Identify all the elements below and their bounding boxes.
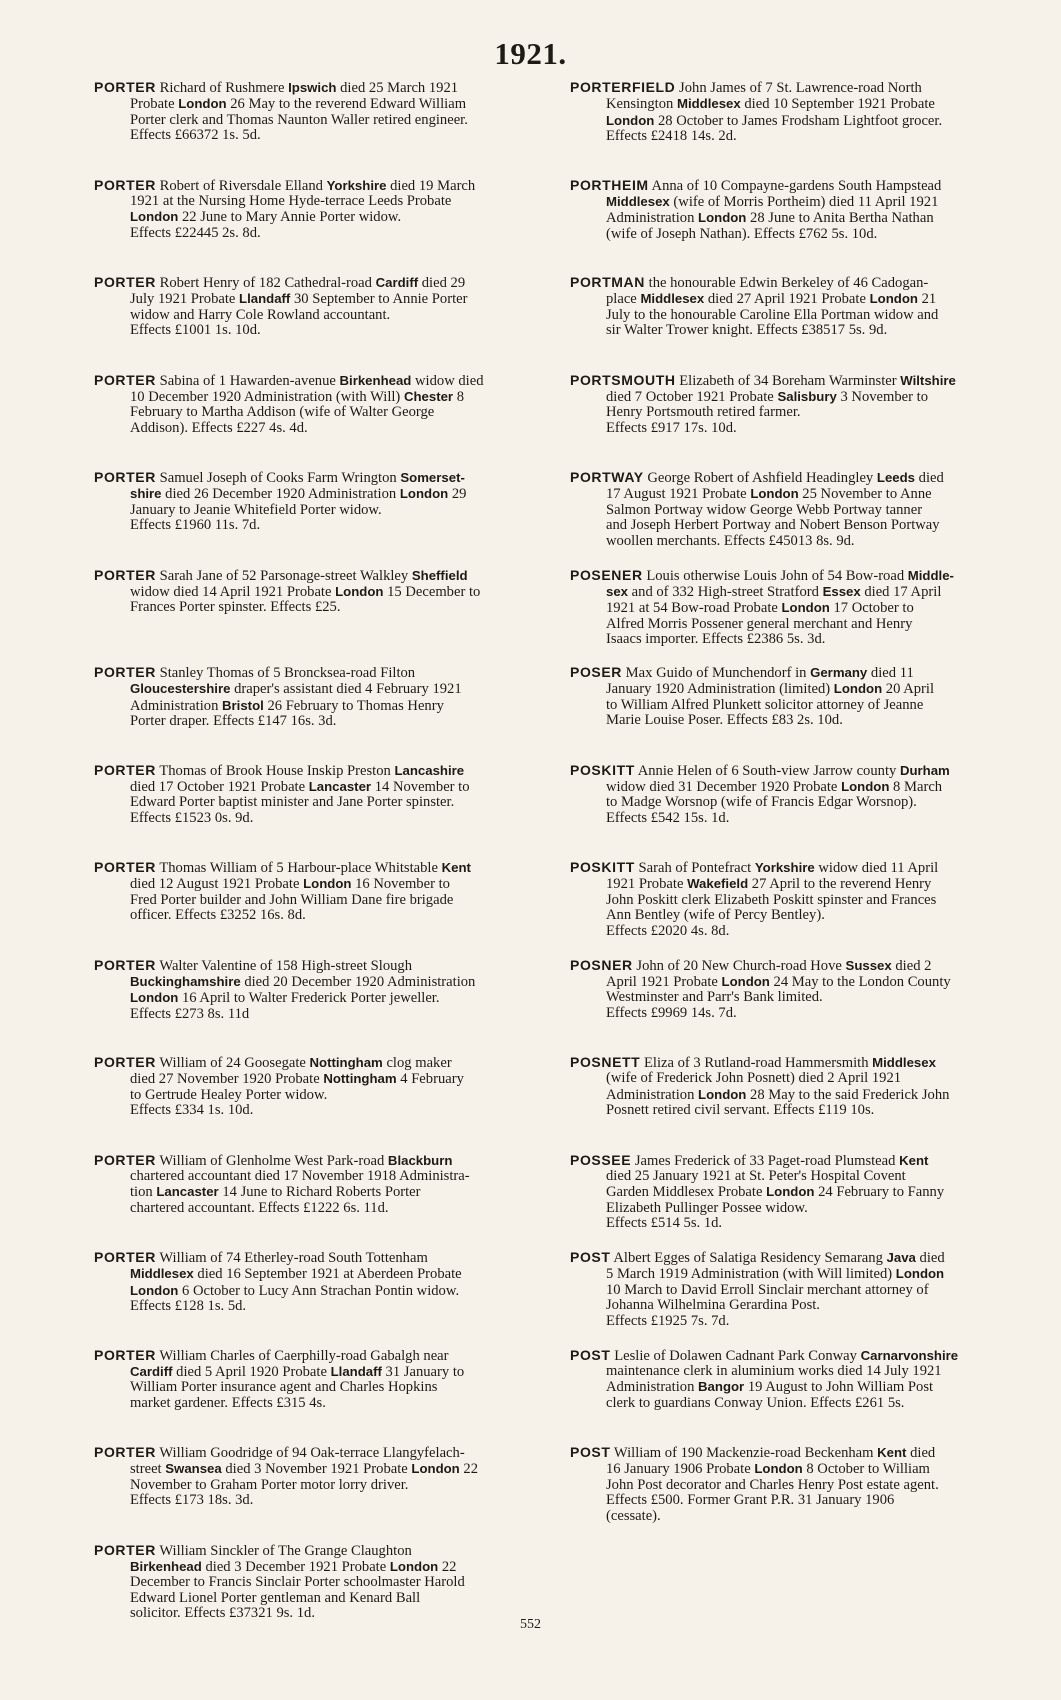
entry-line: Porter clerk and Thomas Naunton Waller retired engineer. (130, 112, 468, 128)
entry-surname: POSNETT (570, 1055, 641, 1070)
right-column (570, 80, 1032, 1543)
entry-line: street Swansea died 3 November 1921 Probate London 22 (130, 1461, 478, 1478)
entry-line: Administration London 28 May to the said Frederick John (606, 1086, 950, 1103)
entry-surname: PORTSMOUTH (570, 372, 676, 388)
place-name: London (841, 778, 890, 794)
entry-line: POSKITT Annie Helen of 6 South-view Jarrow county Durham (570, 762, 950, 779)
entry-surname: PORTWAY (570, 470, 644, 485)
entry-line: London 16 April to Walter Frederick Porter jeweller. (130, 990, 440, 1007)
entry-line: PORTER William Sinckler of The Grange Claughton (94, 1542, 412, 1559)
place-name: Java (886, 1250, 916, 1265)
place-name: London (833, 681, 883, 697)
entry-line: Administration Bangor 19 August to John William Post (606, 1379, 934, 1396)
place-name: Kent (877, 1445, 907, 1460)
place-name: Sheffield (411, 567, 468, 583)
place-name: Middlesex (606, 193, 670, 209)
entry-line: Henry Portsmouth retired farmer. (606, 405, 801, 421)
place-name: Sussex (845, 957, 892, 973)
entry-line: tion Lancaster 14 June to Richard Roberts Porter (130, 1184, 421, 1201)
place-name: Lancashire (394, 762, 465, 778)
probate-entry (570, 1348, 1032, 1446)
entry-line: PORTER Sarah Jane of 52 Parsonage-street Walkley Sheffield (94, 567, 468, 584)
entry-line: 16 January 1906 Probate London 8 October to William (606, 1461, 930, 1478)
entry-line: Effects £2020 4s. 8d. (606, 923, 730, 939)
place-name: London (399, 486, 449, 502)
entry-line: PORTSMOUTH Elizabeth of 34 Boreham Warminster Wiltshire (570, 372, 956, 389)
entry-line: died 17 October 1921 Probate Lancaster 14 November to (130, 778, 470, 795)
entry-line: Westminster and Parr's Bank limited. (606, 990, 823, 1006)
place-name: Germany (810, 665, 868, 680)
entry-line: Kensington Middlesex died 10 September 1921 Probate (606, 96, 935, 113)
entry-line: London 22 June to Mary Annie Porter widow. (130, 209, 402, 226)
left-column (94, 80, 554, 1640)
entry-line: to Gertrude Healey Porter widow. (130, 1087, 328, 1103)
place-name: Wakefield (687, 876, 749, 892)
entry-line: Effects £334 1s. 10d. (130, 1103, 254, 1119)
probate-entry (94, 1348, 554, 1446)
place-name: Kent (899, 1152, 929, 1168)
entry-line: Effects £1001 1s. 10d. (130, 323, 261, 339)
probate-entry (570, 1445, 1032, 1543)
entry-line: Effects £2418 14s. 2d. (606, 129, 737, 145)
entry-line: John Poskitt clerk Elizabeth Poskitt spinster and Frances (606, 892, 937, 908)
entry-line: Middlesex died 16 September 1921 at Aberdeen Probate (130, 1266, 462, 1283)
place-name: London (766, 1184, 815, 1200)
entry-line: Marie Louise Poser. Effects £83 2s. 10d. (606, 713, 843, 729)
entry-line: Probate London 26 May to the reverend Edward William (130, 96, 467, 113)
probate-entry (570, 763, 1032, 861)
entry-line: place Middlesex died 27 April 1921 Probate London 21 (606, 291, 937, 308)
entry-line: (wife of Frederick John Posnett) died 2 April 1921 (606, 1071, 902, 1087)
entry-line: PORTER Sabina of 1 Hawarden-avenue Birkenhead widow died (94, 372, 484, 389)
probate-entry (570, 373, 1032, 471)
entry-line: (wife of Joseph Nathan). Effects £762 5s. 10d. (606, 226, 878, 242)
probate-entry (570, 470, 1032, 568)
entry-line: Garden Middlesex Probate London 24 February to Fanny (606, 1184, 945, 1201)
entry-surname: POST (570, 1347, 611, 1363)
entry-line: PORTHEIM Anna of 10 Compayne-gardens South Hampstead (570, 177, 942, 194)
entry-surname: POSNER (570, 957, 633, 973)
entry-line: Effects £1523 0s. 9d. (130, 810, 254, 826)
place-name: Birkenhead (130, 1558, 202, 1574)
entry-surname: POST (570, 1445, 611, 1460)
entry-line: POSENER Louis otherwise Louis John of 54 Bow-road Middle- (570, 567, 954, 584)
entry-line: PORTMAN the honourable Edwin Berkeley of 46 Cadogan- (570, 275, 929, 291)
entry-surname: PORTER (94, 1250, 156, 1265)
entry-line: PORTER Thomas William of 5 Harbour-place Whitstable Kent (94, 860, 471, 876)
place-name: Lancaster (308, 778, 372, 794)
entry-line: Elizabeth Pullinger Possee widow. (606, 1200, 808, 1216)
place-name: London (606, 112, 655, 128)
entry-line: and Joseph Herbert Portway and Nobert Benson Portway (606, 518, 940, 534)
probate-entry (94, 1153, 554, 1251)
entry-line: sir Walter Trower knight. Effects £38517 5s. 9d. (606, 323, 888, 339)
place-name: Yorkshire (754, 860, 815, 875)
entry-surname: PORTHEIM (570, 177, 649, 193)
probate-entry (570, 1055, 1032, 1153)
entry-line: POSER Max Guido of Munchendorf in Germany died 11 (570, 665, 914, 681)
entry-line: died 25 January 1921 at St. Peter's Hospital Covent (606, 1168, 906, 1184)
entry-surname: PORTER (94, 1347, 156, 1363)
entry-line: market gardener. Effects £315 4s. (130, 1395, 326, 1411)
entry-line: February to Martha Addison (wife of Walter George (130, 405, 435, 421)
entry-line: Fred Porter builder and John William Dane fire brigade (130, 892, 454, 908)
entry-line: PORTER Robert of Riversdale Elland Yorkshire died 19 March (94, 177, 476, 194)
entry-line: 5 March 1919 Administration (with Will limited) London (606, 1266, 945, 1283)
place-name: London (130, 1282, 179, 1298)
place-name: Bristol (222, 697, 264, 713)
place-name: London (750, 486, 799, 502)
entry-line: Salmon Portway widow George Webb Portway tanner (606, 502, 923, 518)
entry-surname: POSENER (570, 567, 643, 583)
entry-line: Cardiff died 5 April 1920 Probate Llandaff 31 January to (130, 1363, 465, 1380)
place-name: Birkenhead (339, 372, 412, 388)
entry-line: PORTER Richard of Rushmere Ipswich died 25 March 1921 (94, 80, 459, 96)
entry-line: POSSEE James Frederick of 33 Paget-road Plumstead Kent (570, 1152, 929, 1169)
entry-line: William Porter insurance agent and Charles Hopkins (130, 1380, 438, 1396)
entry-line: shire died 26 December 1920 Administration London 29 (130, 486, 467, 503)
entry-line: Effects £9969 14s. 7d. (606, 1005, 737, 1021)
year-heading: 1921. (494, 36, 567, 71)
probate-entry (94, 860, 554, 958)
entry-surname: POSKITT (570, 860, 635, 875)
entry-line: Isaacs importer. Effects £2386 5s. 3d. (606, 632, 826, 648)
entry-line: Effects £500. Former Grant P.R. 31 January 1906 (606, 1493, 895, 1509)
place-name: Chester (403, 388, 454, 404)
place-name: Llandaff (239, 291, 291, 307)
entry-line: Effects £66372 1s. 5d. (130, 128, 261, 144)
entry-line: Middlesex (wife of Morris Portheim) died 11 April 1921 (606, 193, 939, 210)
entry-line: PORTER William Charles of Caerphilly-road Gabalgh near (94, 1347, 449, 1364)
entry-line: London 28 October to James Frodsham Lightfoot grocer. (606, 112, 943, 129)
place-name: Swansea (165, 1461, 222, 1477)
probate-entry (94, 373, 554, 471)
entry-line: chartered accountant. Effects £1222 6s. 11d. (130, 1200, 389, 1216)
entry-line: died 12 August 1921 Probate London 16 November to (130, 876, 450, 893)
entry-surname: PORTER (94, 762, 156, 778)
entry-surname: PORTER (94, 177, 156, 193)
probate-entry (94, 1445, 554, 1543)
entry-line: (cessate). (606, 1508, 661, 1524)
place-name: London (130, 209, 179, 225)
place-name: London (303, 876, 352, 892)
probate-entry (94, 275, 554, 373)
entry-surname: PORTER (94, 1055, 156, 1070)
entry-line: POSNER John of 20 New Church-road Hove Sussex died 2 (570, 957, 932, 974)
probate-entry (570, 665, 1032, 763)
place-name: Middlesex (640, 291, 705, 307)
place-name: Llandaff (330, 1363, 382, 1379)
entry-line: widow died 14 April 1921 Probate London 15 December to (130, 583, 481, 600)
place-name: Yorkshire (326, 177, 387, 193)
entry-line: London 6 October to Lucy Ann Strachan Pontin widow. (130, 1282, 460, 1299)
entry-line: POST William of 190 Mackenzie-road Beckenham Kent died (570, 1445, 936, 1461)
place-name: London (698, 210, 747, 226)
entry-line: PORTER William of 24 Goosegate Nottingham clog maker (94, 1055, 452, 1071)
entry-line: PORTER Stanley Thomas of 5 Broncksea-road Filton (94, 665, 416, 681)
entry-line: Frances Porter spinster. Effects £25. (130, 600, 341, 616)
place-name: Ipswich (288, 80, 337, 95)
probate-entry (94, 80, 554, 178)
place-name: London (721, 973, 770, 989)
place-name: sex (606, 583, 629, 599)
entry-line: Buckinghamshire died 20 December 1920 Administration (130, 973, 476, 990)
place-name: Lancaster (156, 1184, 219, 1200)
entry-line: 1921 Probate Wakefield 27 April to the reverend Henry (606, 876, 932, 893)
entry-surname: PORTER (94, 1542, 156, 1558)
entry-line: to William Alfred Plunkett solicitor attorney of Jeanne (606, 697, 924, 713)
entry-line: Effects £917 17s. 10d. (606, 420, 737, 436)
entry-line: July to the honourable Caroline Ella Portman widow and (606, 307, 939, 323)
probate-entry (570, 275, 1032, 373)
probate-entry (94, 568, 554, 666)
place-name: Nottingham (323, 1071, 397, 1087)
place-name: Middlesex (676, 96, 741, 112)
place-name: London (698, 1086, 747, 1102)
entry-surname: PORTER (94, 470, 156, 485)
entry-line: December to Francis Sinclair Porter schoolmaster Harold (130, 1575, 465, 1591)
probate-entry (570, 860, 1032, 958)
entry-line: PORTER William of Glenholme West Park-road Blackburn (94, 1152, 453, 1169)
probate-entry (570, 568, 1032, 666)
entry-surname: PORTER (94, 567, 156, 583)
entry-surname: PORTMAN (570, 275, 645, 290)
entry-line: PORTER Walter Valentine of 158 High-street Slough (94, 957, 413, 974)
place-name: Nottingham (309, 1055, 383, 1070)
entry-line: 17 August 1921 Probate London 25 November to Anne (606, 486, 932, 503)
entry-surname: PORTERFIELD (570, 80, 676, 95)
entry-surname: PORTER (94, 275, 156, 290)
entry-surname: POSSEE (570, 1152, 632, 1168)
place-name: shire (130, 486, 162, 502)
place-name: Somerset- (400, 470, 465, 485)
place-name: Carnarvonshire (860, 1347, 959, 1363)
place-name: Cardiff (375, 275, 419, 290)
entry-surname: POSKITT (570, 762, 635, 778)
entry-line: Birkenhead died 3 December 1921 Probate London 22 (130, 1558, 457, 1575)
place-name: London (869, 291, 918, 307)
entry-line: Administration Bristol 26 February to Thomas Henry (130, 697, 444, 714)
entry-line: Ann Bentley (wife of Percy Bentley). (606, 908, 825, 924)
entry-line: chartered accountant died 17 November 1918 Administra- (130, 1168, 470, 1184)
entry-line: Alfred Morris Possener general merchant and Henry (606, 616, 913, 632)
entry-line: Edward Lionel Porter gentleman and Kenard Ball (130, 1590, 421, 1606)
entry-line: Effects £22445 2s. 8d. (130, 225, 261, 241)
entry-line: died 7 October 1921 Probate Salisbury 3 November to (606, 388, 929, 405)
place-name: London (178, 96, 227, 112)
entry-line: 10 March to David Erroll Sinclair merchant attorney of (606, 1282, 929, 1298)
place-name: Gloucestershire (130, 681, 231, 697)
probate-entry (570, 1153, 1032, 1251)
place-name: London (130, 990, 179, 1006)
entry-line: 1921 at 54 Bow-road Probate London 17 October to (606, 600, 914, 617)
entry-surname: POST (570, 1250, 611, 1265)
place-name: Blackburn (387, 1152, 453, 1168)
place-name: London (781, 600, 830, 616)
entry-line: Porter draper. Effects £147 16s. 3d. (130, 714, 337, 730)
page-number: 552 (520, 1617, 541, 1632)
place-name: London (411, 1461, 460, 1477)
place-name: Buckinghamshire (130, 973, 241, 989)
place-name: Middlesex (130, 1266, 194, 1282)
place-name: Middlesex (872, 1055, 936, 1070)
entry-line: Edward Porter baptist minister and Jane Porter spinster. (130, 795, 455, 811)
entry-line: POSNETT Eliza of 3 Rutland-road Hammersmith Middlesex (570, 1055, 936, 1071)
probate-entry (570, 958, 1032, 1056)
entry-line: sex and of 332 High-street Stratford Essex died 17 April (606, 583, 942, 600)
place-name: Leeds (876, 470, 916, 485)
entry-line: widow died 31 December 1920 Probate London 8 March (606, 778, 943, 795)
entry-line: Effects £1925 7s. 7d. (606, 1313, 730, 1329)
entry-surname: PORTER (94, 665, 156, 680)
entry-line: maintenance clerk in aluminium works died 14 July 1921 (606, 1363, 942, 1379)
entry-line: Effects £173 18s. 3d. (130, 1493, 254, 1509)
entry-line: to Madge Worsnop (wife of Francis Edgar Worsnop). (606, 795, 917, 811)
entry-line: clerk to guardians Conway Union. Effects £261 5s. (606, 1395, 905, 1411)
place-name: Bangor (698, 1379, 745, 1395)
entry-line: Administration London 28 June to Anita Bertha Nathan (606, 210, 934, 227)
entry-line: PORTER Robert Henry of 182 Cathedral-road Cardiff died 29 (94, 275, 466, 291)
entry-line: John Post decorator and Charles Henry Post estate agent. (606, 1477, 939, 1493)
entry-surname: PORTER (94, 860, 156, 875)
entry-surname: PORTER (94, 80, 156, 95)
entry-line: PORTER William Goodridge of 94 Oak-terrace Llangyfelach- (94, 1445, 465, 1461)
place-name: London (335, 583, 384, 599)
probate-entry (94, 1055, 554, 1153)
entry-line: woollen merchants. Effects £45013 8s. 9d. (606, 533, 855, 549)
entry-line: 1921 at the Nursing Home Hyde-terrace Leeds Probate (130, 193, 452, 209)
entry-line: July 1921 Probate Llandaff 30 September to Annie Porter (130, 291, 468, 308)
probate-entry (570, 1250, 1032, 1348)
entry-line: died 27 November 1920 Probate Nottingham 4 February (130, 1071, 464, 1088)
entry-line: November to Graham Porter motor lorry driver. (130, 1477, 409, 1493)
entry-line: January to Jeanie Whitefield Porter widow. (130, 502, 382, 518)
place-name: Middle- (907, 567, 954, 583)
entry-line: PORTER Samuel Joseph of Cooks Farm Wrington Somerset- (94, 470, 465, 486)
entry-line: PORTER William of 74 Etherley-road South Tottenham (94, 1250, 428, 1266)
entry-line: April 1921 Probate London 24 May to the London County (606, 973, 951, 990)
entry-surname: PORTER (94, 1445, 156, 1460)
place-name: London (754, 1461, 803, 1477)
entry-surname: PORTER (94, 1152, 156, 1168)
place-name: Kent (441, 860, 471, 875)
entry-line: 10 December 1920 Administration (with Will) Chester 8 (130, 388, 465, 405)
probate-entry (94, 178, 554, 276)
entry-line: solicitor. Effects £37321 9s. 1d. (130, 1606, 315, 1622)
probate-entry (570, 80, 1032, 178)
entry-line: Effects £273 8s. 11d (130, 1006, 250, 1022)
probate-entry (94, 1250, 554, 1348)
entry-line: Effects £1960 11s. 7d. (130, 518, 261, 534)
place-name: Wiltshire (900, 372, 956, 388)
entry-line: Gloucestershire draper's assistant died 4 February 1921 (130, 681, 462, 698)
probate-entry (94, 470, 554, 568)
entry-line: POST Leslie of Dolawen Cadnant Park Conway Carnarvonshire (570, 1347, 959, 1364)
entry-line: widow and Harry Cole Rowland accountant. (130, 307, 391, 323)
entry-line: officer. Effects £3252 16s. 8d. (130, 908, 306, 924)
place-name: Cardiff (130, 1363, 173, 1379)
probate-entry (570, 178, 1032, 276)
entry-line: Addison). Effects £227 4s. 4d. (130, 420, 308, 436)
place-name: Salisbury (777, 388, 837, 404)
entry-surname: POSER (570, 665, 623, 680)
place-name: Essex (822, 583, 861, 599)
probate-entry (94, 763, 554, 861)
entry-line: POST Albert Egges of Salatiga Residency Semarang Java died (570, 1250, 945, 1266)
place-name: London (895, 1266, 945, 1282)
place-name: London (389, 1558, 439, 1574)
entry-surname: PORTER (94, 372, 156, 388)
entry-line: POSKITT Sarah of Pontefract Yorkshire widow died 11 April (570, 860, 939, 876)
entry-line: PORTWAY George Robert of Ashfield Headingley Leeds died (570, 470, 944, 486)
place-name: Durham (899, 762, 950, 778)
probate-entry (94, 665, 554, 763)
entry-line: PORTERFIELD John James of 7 St. Lawrence-road North (570, 80, 922, 96)
entry-line: Effects £128 1s. 5d. (130, 1299, 247, 1315)
entry-line: January 1920 Administration (limited) London 20 April (606, 681, 935, 698)
entry-line: Johanna Wilhelmina Gerardina Post. (606, 1298, 820, 1314)
entry-surname: PORTER (94, 957, 156, 973)
entry-line: Effects £514 5s. 1d. (606, 1216, 723, 1232)
probate-entry (94, 958, 554, 1056)
entry-line: Effects £542 15s. 1d. (606, 810, 730, 826)
entry-line: Posnett retired civil servant. Effects £119 10s. (606, 1103, 875, 1119)
entry-line: PORTER Thomas of Brook House Inskip Preston Lancashire (94, 762, 465, 779)
